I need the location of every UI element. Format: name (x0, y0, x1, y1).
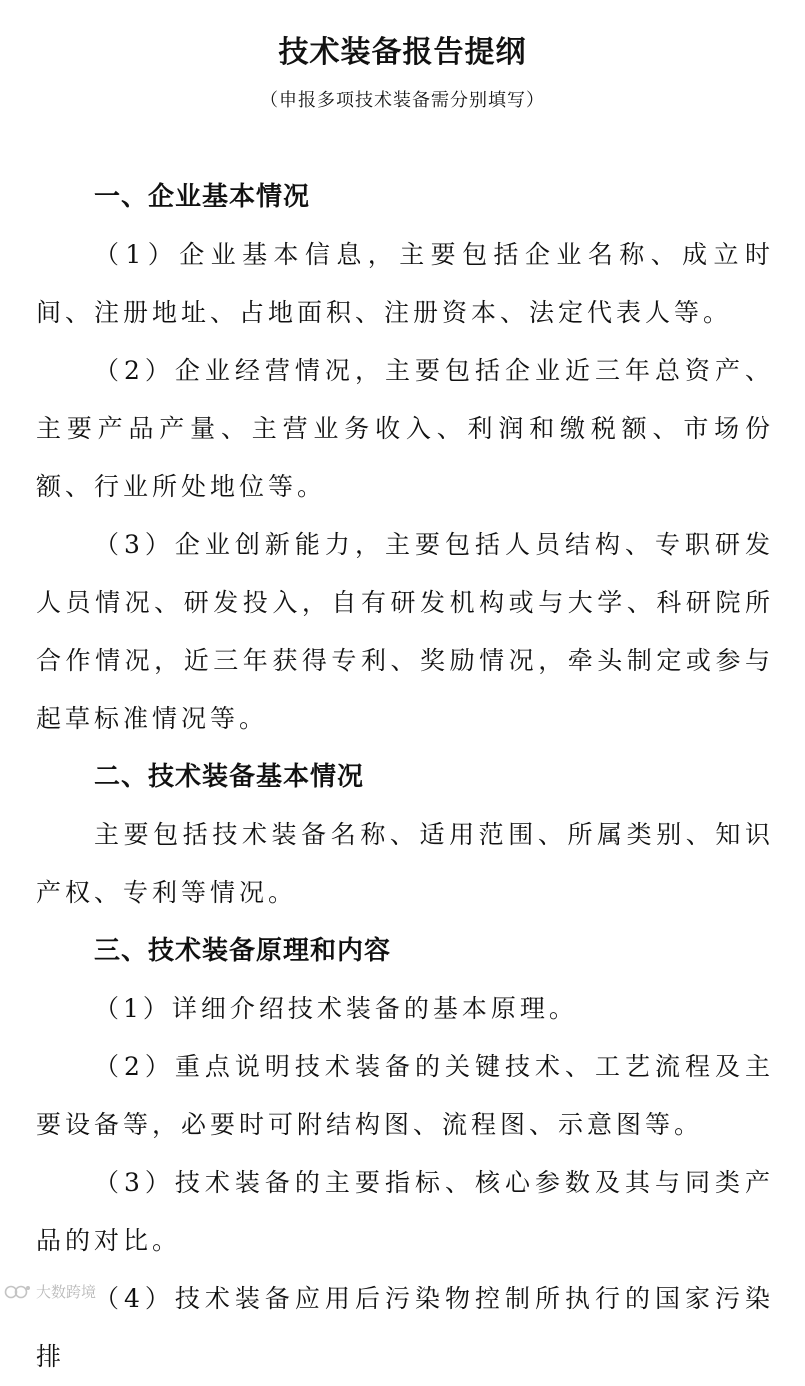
paragraph: （4）技术装备应用后污染物控制所执行的国家污染排 (36, 1284, 774, 1371)
paragraph: （1）详细介绍技术装备的基本原理。 (94, 994, 578, 1023)
document-body (36, 168, 774, 1386)
document-subtitle: （申报多项技术装备需分别填写） (260, 90, 545, 111)
paragraph: （2）企业经营情况，主要包括企业近三年总资产、主要产品产量、主营业务收入、利润和缴税额、市场份额、行业所处地位等。 (36, 356, 774, 501)
watermark-text: 大数跨境 (36, 1283, 97, 1301)
paragraph: （3）技术装备的主要指标、核心参数及其与同类产品的对比。 (36, 1168, 774, 1255)
paragraph: 主要包括技术装备名称、适用范围、所属类别、知识产权、专利等情况。 (36, 820, 774, 907)
section-heading: 二、技术装备基本情况 (94, 762, 365, 792)
section-equipment-basics (36, 748, 774, 922)
watermark-logo-icon (4, 1284, 32, 1300)
paragraph: （3）企业创新能力，主要包括人员结构、专职研发人员情况、研发投入，自有研发机构或与大学、科研院所合作情况，近三年获得专利、奖励情况，牵头制定或参与起草标准情况等。 (36, 530, 774, 733)
paragraph: （2）重点说明技术装备的关键技术、工艺流程及主要设备等，必要时可附结构图、流程图、示意图等。 (36, 1052, 774, 1139)
section-heading: 三、技术装备原理和内容 (94, 936, 392, 966)
section-company-basics (36, 168, 774, 748)
watermark (4, 1281, 96, 1302)
section-equipment-principle (36, 922, 774, 1386)
paragraph: （1）企业基本信息，主要包括企业名称、成立时间、注册地址、占地面积、注册资本、法定代表人等。 (36, 240, 774, 327)
document-title: 技术装备报告提纲 (278, 35, 527, 70)
section-heading: 一、企业基本情况 (94, 182, 311, 212)
